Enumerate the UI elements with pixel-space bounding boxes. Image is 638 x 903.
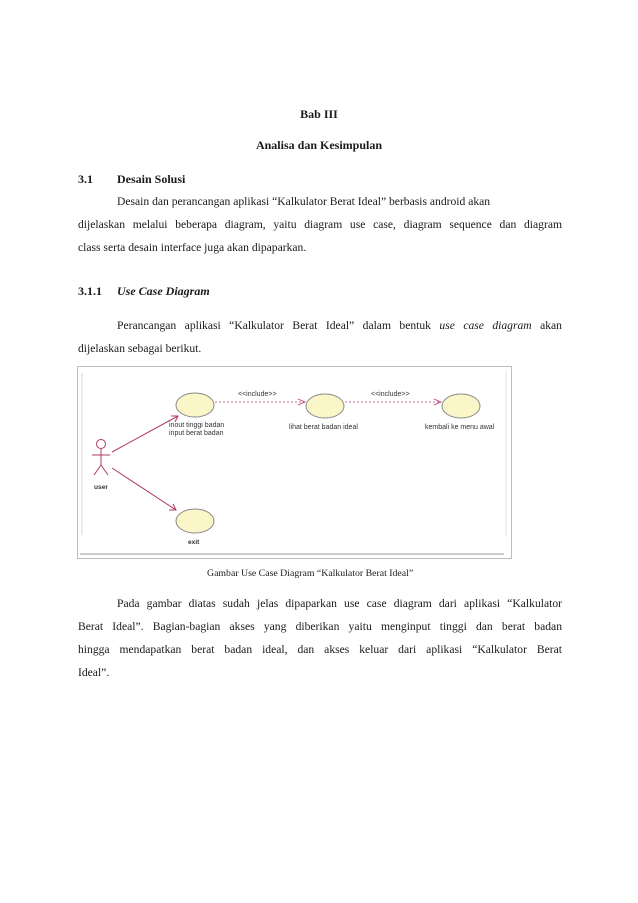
include-label: <<include>> — [371, 391, 410, 398]
closing-paragraph-line: Berat Ideal”. Bagian-bagian akses yang diberikan yaitu menginput tinggi dan berat badan — [78, 620, 562, 633]
closing-paragraph-line: Pada gambar diatas sudah jelas dipaparkan use case diagram dari aplikasi “Kalkulator — [117, 597, 562, 610]
subsection-paragraph-line — [78, 314, 562, 338]
use-case-label: input berat badan — [169, 430, 224, 437]
section-paragraph-line: class serta desain interface juga akan dipaparkan. — [78, 241, 307, 254]
include-label: <<include>> — [238, 391, 277, 398]
section-number: 3.1 — [78, 172, 93, 186]
use-case-exit-ellipse — [176, 509, 214, 533]
use-case-lihat-ellipse — [306, 394, 344, 418]
use-case-kembali-ellipse — [442, 394, 480, 418]
use-case-label: inout tinggi badan — [169, 422, 225, 429]
actor-user-icon — [92, 440, 110, 476]
chapter-subtitle: Analisa dan Kesimpulan — [255, 138, 383, 152]
use-case-label: lihat berat badan ideal — [289, 424, 358, 431]
subsection-paragraph-line: dijelaskan sebagai berikut. — [78, 342, 202, 355]
figure-caption: Gambar Use Case Diagram “Kalkulator Berat Ideal” — [207, 568, 414, 579]
use-case-diagram — [77, 366, 512, 559]
section-title: Desain Solusi — [117, 172, 186, 186]
subsection-title: Use Case Diagram — [117, 284, 210, 298]
subsection-number: 3.1.1 — [78, 284, 102, 298]
subsection-text-italic: use case diagram — [439, 319, 532, 332]
use-case-input-ellipse — [176, 393, 214, 417]
section-paragraph-line: Desain dan perancangan aplikasi “Kalkulator Berat Ideal” berbasis android akan — [117, 195, 491, 208]
actor-label: user — [94, 484, 108, 491]
section-paragraph-line: dijelaskan melalui beberapa diagram, yaitu diagram use case, diagram sequence dan diagram — [78, 218, 562, 231]
closing-paragraph-line: hingga mendapatkan berat badan ideal, dan akses keluar dari aplikasi “Kalkulator Berat — [78, 643, 562, 656]
closing-paragraph-line: Ideal”. — [78, 666, 110, 679]
chapter-title: Bab III — [300, 107, 338, 121]
use-case-label: exit — [188, 539, 200, 546]
subsection-text: akan — [531, 319, 562, 332]
subsection-text: Perancangan aplikasi “Kalkulator Berat Ideal” dalam bentuk — [117, 319, 440, 332]
use-case-label: kembali ke menu awal — [425, 424, 495, 431]
